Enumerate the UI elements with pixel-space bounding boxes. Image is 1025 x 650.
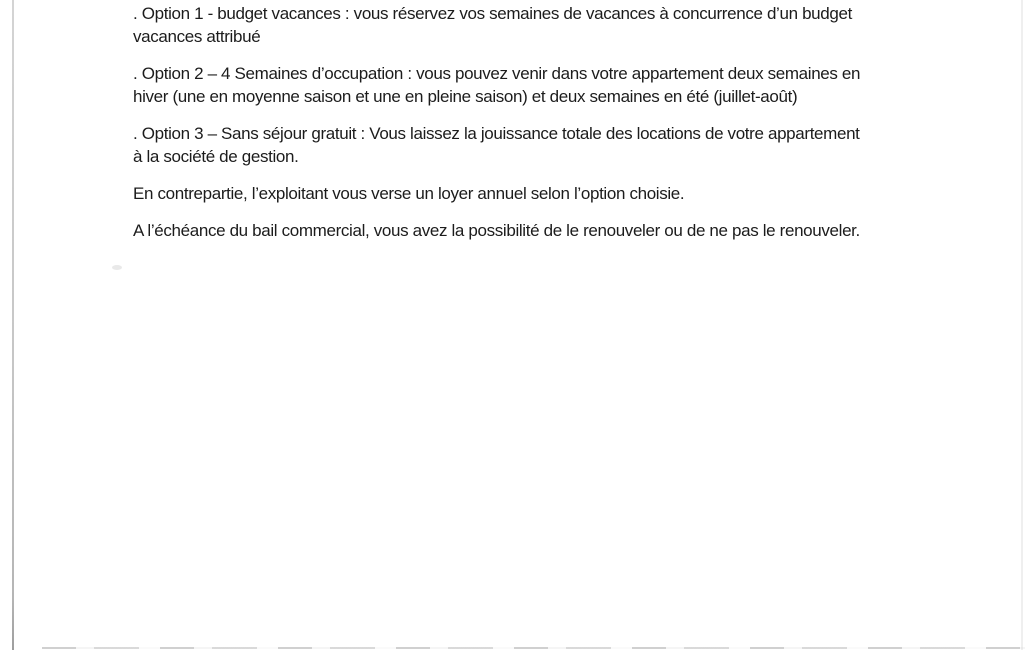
document-text-block [133,2,913,256]
text-line: . Option 3 – Sans séjour gratuit : Vous laissez la jouissance totale des locations de votre appartement [133,124,860,143]
scan-bottom-edge-line [42,647,1025,649]
text-line: . Option 2 – 4 Semaines d’occupation : vous pouvez venir dans votre appartement deux semaines en [133,64,861,83]
text-line: En contrepartie, l’exploitant vous verse un loyer annuel selon l’option choisie. [133,184,685,203]
paragraph-contrepartie [133,182,913,205]
text-line: hiver (une en moyenne saison et une en pleine saison) et deux semaines en été (juillet-août) [133,87,798,106]
text-line: A l’échéance du bail commercial, vous avez la possibilité de le renouveler ou de ne pas le renouveler. [133,221,860,240]
scan-left-edge-line [12,0,14,650]
text-line: à la société de gestion. [133,147,299,166]
paragraph-option-3 [133,122,913,168]
paragraph-echeance [133,219,913,242]
text-line: . Option 1 - budget vacances : vous réservez vos semaines de vacances à concurrence d’un budget [133,4,852,23]
scan-smudge [112,265,122,270]
text-line: vacances attribué [133,27,261,46]
paragraph-option-2 [133,62,913,108]
paragraph-option-1 [133,2,913,48]
scan-right-edge-line [1021,0,1023,650]
